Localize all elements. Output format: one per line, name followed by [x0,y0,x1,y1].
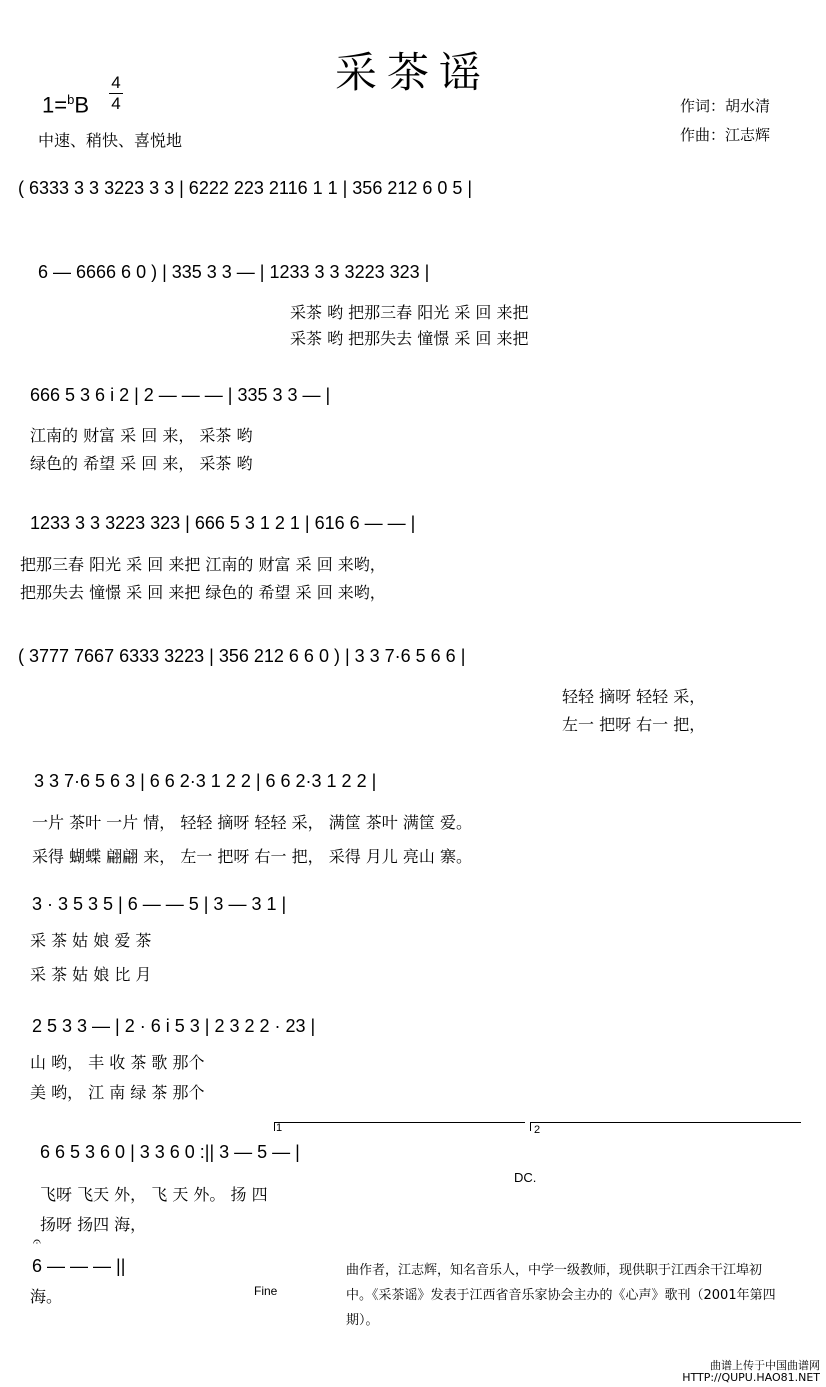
volta-bracket-2 [530,1122,801,1131]
site-watermark: 曲谱上传于中国曲谱网 HTTP://QUPU.HAO81.NET [682,1359,820,1384]
composer-note: 曲作者，江志辉，知名音乐人，中学一级教师，现供职于江西余干江埠初中。《采茶谣》发表于江西省音乐家协会主办的《心声》歌刊（2001年第四期）。 [346,1263,776,1328]
page-title: 采茶谣 [334,48,491,97]
time-signature [108,74,124,113]
score-row-1 [18,178,810,218]
time-bottom: 4 [111,94,121,113]
composer-credit: 作曲：江志辉 [680,126,771,144]
notes-line: ( 3777 7667 6333 3223 | 356 212 6 6 0 ) | 3 3 7·6 5 6 6 | [18,646,466,666]
fine-marking: Fine [254,1284,278,1298]
notes-line: 3 3 7·6 5 6 3 | 6 6 2·3 1 2 2 | 6 6 2·3 1 2 2 | [34,771,377,791]
notes-line: 6 6 5 3 6 0 | 3 3 6 0 :|| 3 — 5 — | [40,1142,300,1162]
notes-line: 6 — — — || [32,1256,126,1276]
notes-line: 666 5 3 6 i 2 | 2 — — — | 335 3 3 — | [30,385,331,405]
volta-bracket-1 [274,1122,525,1131]
score-row-5 [18,646,810,686]
volta-number-2: 2 [534,1124,541,1136]
notes-line: 2 5 3 3 — | 2 · 6 i 5 3 | 2 3 2 2 · 23 | [32,1016,316,1036]
key-signature: 1=$^b$B [42,92,90,118]
score-row-3 [18,385,810,425]
notes-line: ( 6333 3 3 3223 3 3 | 6222 223 2116 1 1 | 356 212 6 0 5 | [18,178,473,198]
score-row-9 [18,1142,810,1182]
notes-line: 3 · 3 5 3 5 | 6 — — 5 | 3 — 3 1 | [32,894,287,914]
lyricist-credit: 作词：胡水清 [680,97,771,115]
score-row-6 [18,771,810,811]
score-row-4 [18,513,810,553]
notes-line: 6 — 6666 6 0 ) | 335 3 3 — | 1233 3 3 3223 323 | [38,262,430,282]
notes-line: 1233 3 3 3223 323 | 666 5 3 1 2 1 | 616 6 — — | [30,513,416,533]
time-top: 4 [111,73,121,92]
volta-number-1: 1 [276,1122,283,1134]
fermata-icon: 𝄐 [33,1234,41,1250]
score-row-2 [18,262,810,302]
tempo-marking: 中速、稍快、喜悦地 [38,131,183,150]
dc-marking: DC. [514,1170,537,1185]
